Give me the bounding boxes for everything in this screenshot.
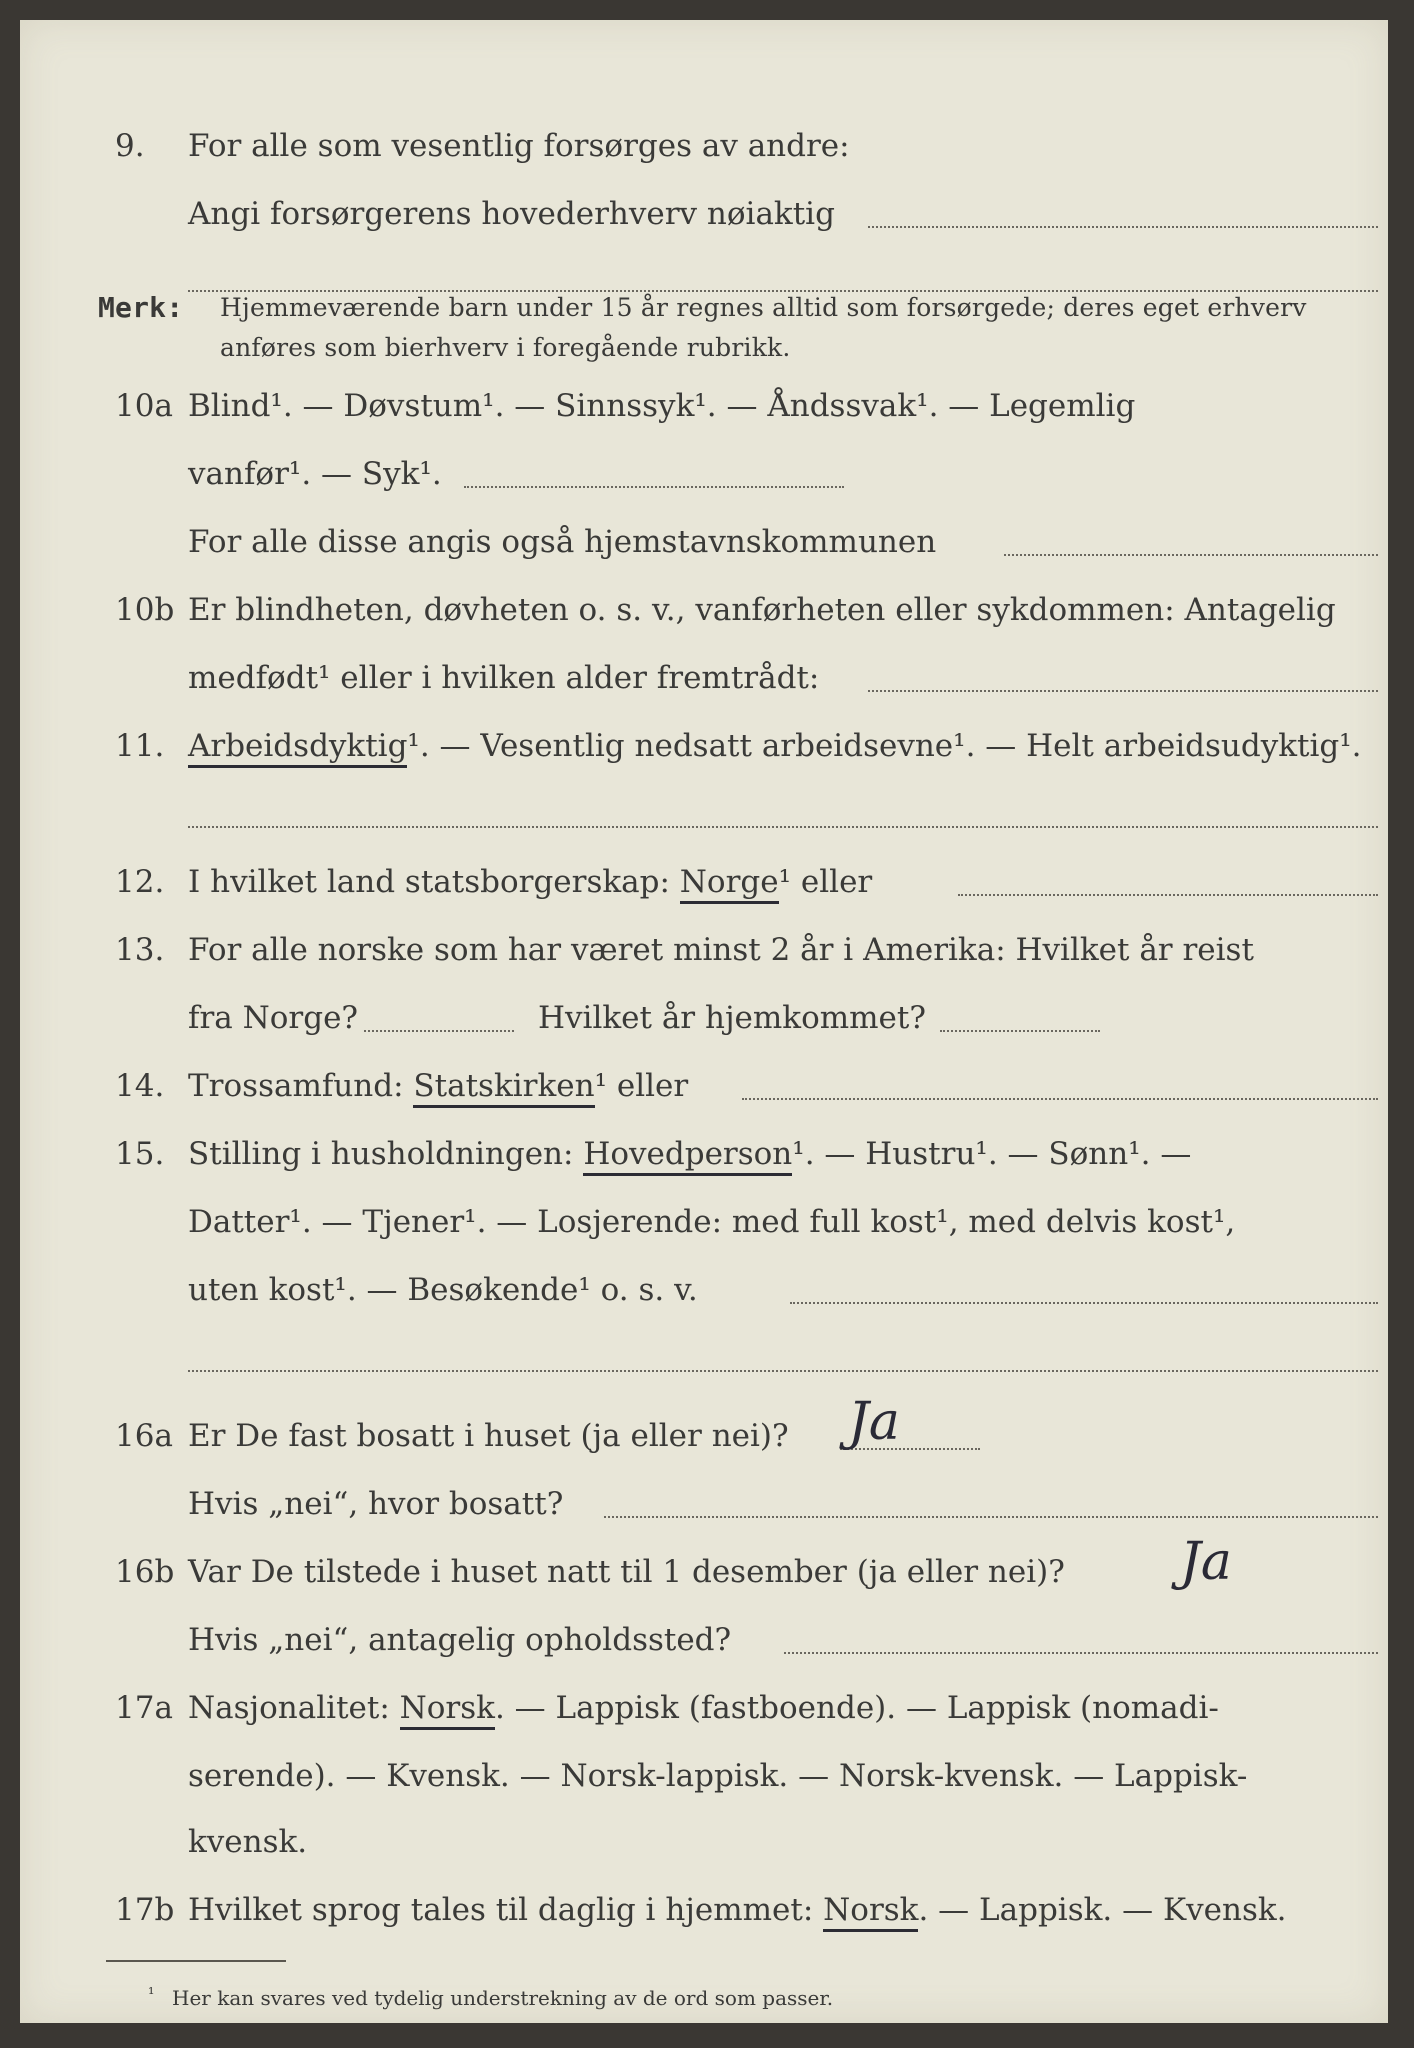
q17b-question [188, 1890, 1287, 1930]
q16b-number: 16b [115, 1554, 175, 1590]
q10b-line2 [20, 652, 1388, 712]
q11-selected-option[interactable]: Arbeidsdyktig [188, 728, 407, 768]
q15-line4 [20, 1332, 1388, 1392]
q11-answer-field[interactable] [188, 826, 1378, 828]
q11-number: 11. [115, 728, 165, 764]
q15-question [188, 1134, 1191, 1174]
q9-question: Angi forsørgerens hovederhverv nøiaktig [188, 196, 835, 232]
q17a-question [188, 1688, 1219, 1728]
q17a-number: 17a [115, 1690, 173, 1726]
q16a-handwritten-answer[interactable]: Ja [848, 1392, 900, 1452]
q13-line1 [20, 924, 1388, 984]
q10b-number: 10b [115, 592, 175, 628]
footnote-text: Her kan svares ved tydelig understrekning av de ord som passer. [172, 1986, 834, 2010]
q9-answer-field[interactable] [868, 226, 1378, 228]
q15-number: 15. [115, 1136, 165, 1172]
q13-departed-field[interactable] [364, 1030, 514, 1032]
q17a-selected-option[interactable]: Norsk [400, 1690, 495, 1730]
q17a-line1 [20, 1682, 1388, 1742]
q15-options-3: uten kost¹. — Besøkende¹ o. s. v. [188, 1272, 698, 1308]
q14-answer-field[interactable] [742, 1098, 1378, 1100]
q16b-handwritten-answer[interactable]: Ja [1180, 1532, 1232, 1592]
q17b-number: 17b [115, 1892, 175, 1928]
q15-answer-field-2[interactable] [188, 1370, 1378, 1372]
q11-line2 [20, 788, 1388, 848]
q13-departed-label: fra Norge? [188, 1000, 359, 1036]
q9-number: 9. [115, 128, 145, 164]
q10a-line3 [20, 516, 1388, 576]
q17a-text: Nasjonalitet: [188, 1690, 390, 1726]
footnote-mark: ¹ [148, 1984, 155, 2003]
q14-text: Trossamfund: [188, 1068, 404, 1104]
q12-selected-option[interactable]: Norge [680, 864, 779, 904]
q12-text: I hvilket land statsborgerskap: [188, 864, 670, 900]
q10b-question: medfødt¹ eller i hvilken alder fremtrådt: [188, 660, 820, 696]
q15-options-2: Datter¹. — Tjener¹. — Losjerende: med full kost¹, med delvis kost¹, [188, 1204, 1236, 1240]
q16b-followup: Hvis „nei“, antagelig opholdssted? [188, 1622, 732, 1658]
note-text-2: anføres som bierhverv i foregående rubrikk. [220, 333, 791, 362]
q17a-options-3: kvensk. [188, 1824, 308, 1860]
q10a-number: 10a [115, 388, 173, 424]
q17b-text: Hvilket sprog tales til daglig i hjemmet: [188, 1892, 814, 1928]
q13-number: 13. [115, 932, 165, 968]
q15-text: Stilling i husholdningen: [188, 1136, 574, 1172]
q14-selected-option[interactable]: Statskirken [413, 1068, 594, 1108]
q17a-line3 [20, 1816, 1388, 1876]
q15-selected-option[interactable]: Hovedperson [583, 1136, 792, 1176]
q17a-post: . — Lappisk (fastboende). — Lappisk (nomadi- [494, 1690, 1219, 1726]
q16a-followup-field[interactable] [604, 1516, 1378, 1518]
q14-line [20, 1060, 1388, 1120]
q13-returned-field[interactable] [940, 1030, 1100, 1032]
q11-options [188, 726, 1362, 766]
q12-question [188, 862, 872, 902]
q11-other-options: ¹. — Vesentlig nedsatt arbeidsevne¹. — Helt arbeidsudyktig¹. [407, 728, 1362, 764]
q12-number: 12. [115, 864, 165, 900]
q15-answer-field[interactable] [790, 1302, 1378, 1304]
note-text-1: Hjemmeværende barn under 15 år regnes alltid som forsørgede; deres eget erhverv [220, 293, 1307, 322]
q17a-options-2: serende). — Kvensk. — Norsk-lappisk. — Norsk-kvensk. — Lappisk- [188, 1758, 1248, 1794]
q10b-line1 [20, 584, 1388, 644]
q10a-line1 [20, 380, 1388, 440]
q14-number: 14. [115, 1068, 165, 1104]
q13-line2 [20, 992, 1388, 1052]
q10b-text: Er blindheten, døvheten o. s. v., vanførheten eller sykdommen: Antagelig [188, 592, 1336, 628]
q10a-options-2: vanfør¹. — Syk¹. [188, 456, 442, 492]
q16b-line2 [20, 1614, 1388, 1674]
q10b-answer-field[interactable] [868, 690, 1378, 692]
q16b-followup-field[interactable] [784, 1652, 1378, 1654]
footnote [20, 1980, 1388, 2040]
q15-line3 [20, 1264, 1388, 1324]
q17a-line2 [20, 1750, 1388, 1810]
q12-answer-field[interactable] [958, 894, 1378, 896]
q16b-line1 [20, 1532, 1388, 1606]
q10a-municipality-field[interactable] [1004, 554, 1378, 556]
q16a-followup: Hvis „nei“, hvor bosatt? [188, 1486, 564, 1522]
q16b-question: Var De tilstede i huset natt til 1 desember (ja eller nei)? [188, 1554, 1065, 1590]
q17b-line [20, 1884, 1388, 1944]
q14-post: ¹ eller [594, 1068, 689, 1104]
q16a-line1 [20, 1392, 1388, 1470]
q13-text: For alle norske som har været minst 2 år i Amerika: Hvilket år reist [188, 932, 1254, 968]
note-line2 [20, 322, 1388, 382]
q10a-line2 [20, 448, 1388, 508]
note-label: Merk: [98, 291, 184, 324]
q10a-answer-field[interactable] [464, 486, 844, 488]
q16a-number: 16a [115, 1418, 173, 1454]
q9-text: For alle som vesentlig forsørges av andre: [188, 128, 850, 164]
q17b-selected-option[interactable]: Norsk [823, 1892, 918, 1932]
q12-post: ¹ eller [778, 864, 873, 900]
q17b-post: . — Lappisk. — Kvensk. [918, 1892, 1287, 1928]
q13-returned-label: Hvilket år hjemkommet? [538, 1000, 926, 1036]
q15-post: ¹. — Hustru¹. — Sønn¹. — [792, 1136, 1192, 1172]
census-form-page [20, 20, 1388, 2023]
q16a-line2 [20, 1478, 1388, 1538]
q10a-options: Blind¹. — Døvstum¹. — Sinnssyk¹. — Åndssvak¹. — Legemlig [188, 388, 1136, 424]
q11-line [20, 720, 1388, 780]
q9-line2 [20, 188, 1388, 248]
q14-question [188, 1066, 688, 1106]
q15-line1 [20, 1128, 1388, 1188]
q9-line1 [20, 120, 1388, 180]
q16a-question: Er De fast bosatt i huset (ja eller nei)? [188, 1418, 789, 1454]
q10a-question: For alle disse angis også hjemstavnskommunen [188, 524, 937, 560]
q12-line [20, 856, 1388, 916]
footnote-divider [106, 1960, 286, 1962]
q15-line2 [20, 1196, 1388, 1256]
